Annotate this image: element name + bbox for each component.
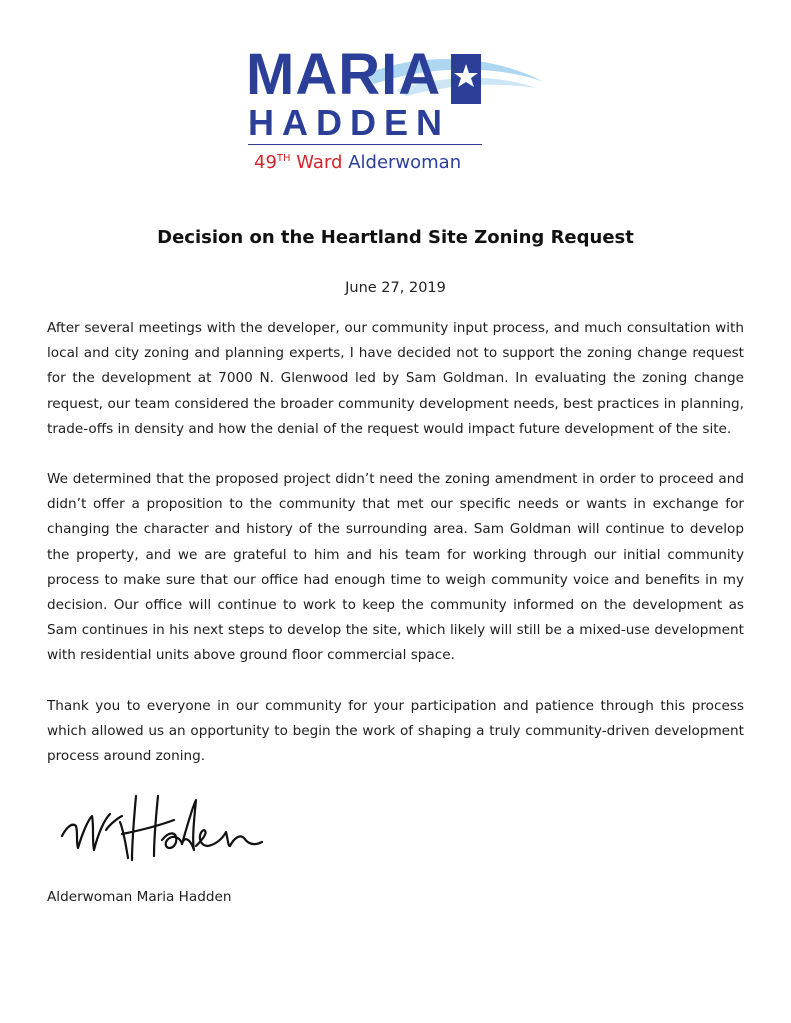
tagline-ward-number: 49 <box>254 152 277 173</box>
document-title: Decision on the Heartland Site Zoning Request <box>157 227 634 248</box>
paragraph: After several meetings with the developer, our community input process, and much consultation with local and city zoning and planning experts, I have decided not to support the zoning change request for the development at 7000 N. Glenwood led by Sam Goldman. In evaluating the zoning change request, our team considered the broader community development needs, best practices in planning, trade-offs in density and how the denial of the request would impact future development of the site. <box>47 320 744 437</box>
campaign-logo <box>246 44 546 179</box>
logo-divider <box>248 144 482 145</box>
tagline-ward: Ward <box>296 152 343 173</box>
letter-body <box>47 316 744 794</box>
tagline-title: Alderwoman <box>348 152 462 173</box>
handwritten-signature <box>58 790 278 870</box>
paragraph: Thank you to everyone in our community for your participation and patience through this process which allowed us an opportunity to begin the work of shaping a truly community-driven development process around zoning. <box>47 697 744 765</box>
paragraph: We determined that the proposed project didn’t need the zoning amendment in order to proceed and didn’t offer a proposition to the community that met our specific needs or wants in exchange for changing the character and history of the surrounding area. Sam Goldman will continue to develop the property, and we are grateful to him and his team for working through our initial community process to make sure that our office had enough time to weigh community voice and benefits in my decision. Our office will continue to work to keep the community informed on the development as Sam continues in his next steps to develop the site, which likely will still be a mixed-use development with residential units above ground floor commercial space. <box>47 471 744 664</box>
logo-last-name: HADDEN <box>248 102 451 143</box>
tagline-ordinal: TH <box>276 153 291 164</box>
logo-tagline <box>254 147 461 175</box>
document-date: June 27, 2019 <box>345 280 446 296</box>
signatory-name: Alderwoman Maria Hadden <box>47 889 232 905</box>
logo-first-name: MARIA <box>246 42 442 107</box>
